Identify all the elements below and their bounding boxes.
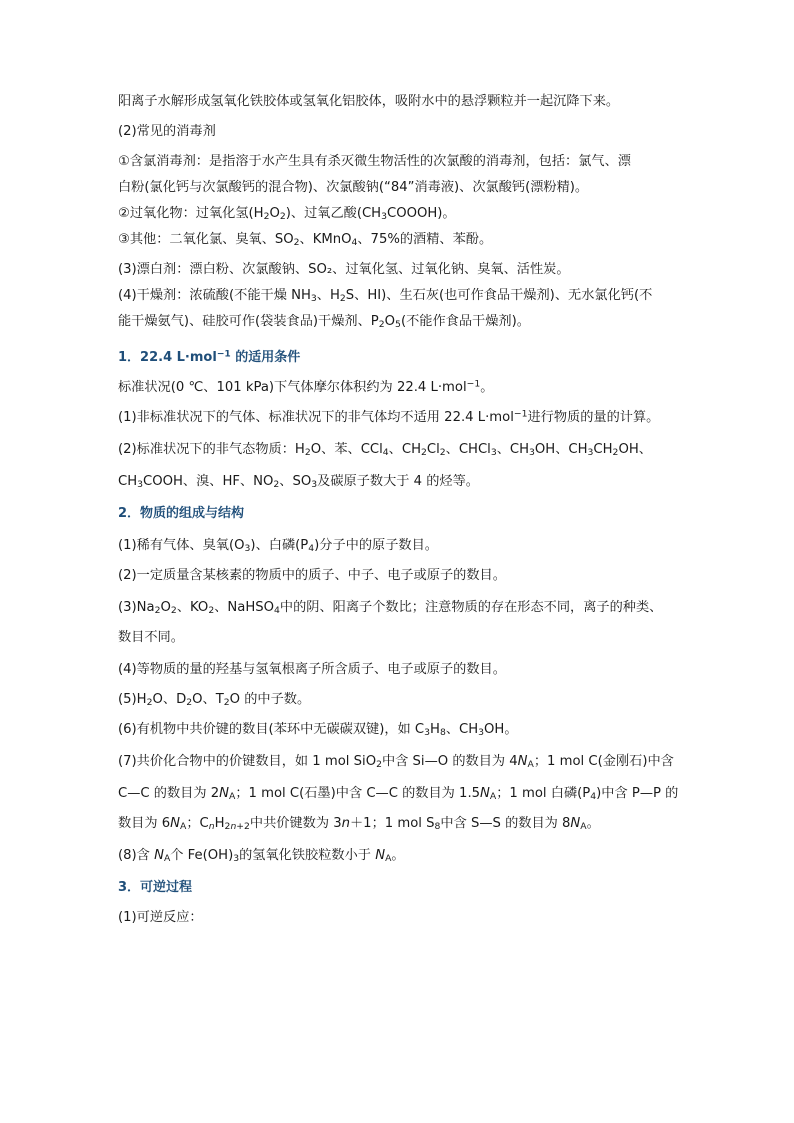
- text-line: ①含氯消毒剂：是指溶于水产生具有杀灭微生物活性的次氯酸的消毒剂，包括：氯气、漂: [118, 154, 631, 169]
- text-line: (2)常见的消毒剂: [118, 124, 216, 139]
- text-line: (8)含 $N_A$个 $Fe(OH)_3$的氢氧化铁胶粒数小于 $N_A$。: [118, 848, 405, 864]
- text-line: ③其他：二氧化氯、臭氧、$SO_2$、KMnO$_4$、75%的酒精、苯酚。: [118, 232, 493, 248]
- text-line: (1)稀有气体、臭氧$(O_3)$、白磷$(P_4)$分子中的原子数目。: [118, 538, 438, 554]
- text-line: (4)等物质的量的羟基与氢氧根离子所含质子、电子或原子的数目。: [118, 662, 506, 677]
- text-line: (1)可逆反应：: [118, 910, 203, 925]
- text-line: 白粉(氯化钙与次氯酸钙的混合物)、次氯酸钠(“84”消毒液)、次氯酸钙(漂粉精)。: [118, 180, 589, 195]
- text-line: 阳离子水解形成氢氧化铁胶体或氢氧化铝胶体，吸附水中的悬浮颗粒并一起沉降下来。: [118, 94, 620, 109]
- section-heading: 1．22.4 L·mol$^{-1}$ 的适用条件: [118, 349, 301, 365]
- text-line: (3)漂白剂：漂白粉、次氯酸钠、SO₂、过氧化氢、过氧化钠、臭氧、活性炭。: [118, 262, 570, 277]
- text-line: (4)干燥剂：浓硫酸(不能干燥 $NH_3$、$H_2S$、HI)、生石灰(也可作食品干燥剂)、无水氯化钙(不: [118, 288, 653, 304]
- text-line: $CH_3COOH$、溴、HF、$NO_2$、$SO_3$及碳原子数大于 4 的烃等。: [118, 474, 479, 490]
- text-line: (1)非标准状况下的气体、标准状况下的非气体均不适用 22.4 L·mol$^{-1}$进行物质的量的计算。: [118, 408, 660, 425]
- text-line: 数目为 $6N_A$；$C_nH_{2n+2}$中共价键数为 3n＋1；1 mol $S_8$中含 S—S 的数目为 $8N_A$。: [118, 816, 600, 832]
- text-line: C—C 的数目为 $2N_A$；1 mol C(石墨)中含 C—C 的数目为 $1.5N_A$；1 mol 白磷$(P_4)$中含 P—P 的: [118, 786, 679, 802]
- section-heading: 2．物质的组成与结构: [118, 506, 245, 521]
- text-line: (2)标准状况下的非气态物质：$H_2O$、苯、CCl$_4$、$CH_2Cl_2$、CHCl$_3$、$CH_3OH$、$CH_3CH_2OH$、: [118, 442, 652, 458]
- text-line: $(3)Na_2O_2$、$KO_2$、NaHSO$_4$中的阴、阳离子个数比；注意物质的存在形态不同，离子的种类、: [118, 600, 663, 616]
- text-line: (6)有机物中共价键的数目(苯环中无碳碳双键)，如 $C_3H_8$、$CH_3OH$。: [118, 722, 518, 738]
- text-line: ②过氧化物：过氧化氢$(H_2O_2)$、过氧乙酸$(CH_3COOOH)$。: [118, 206, 456, 222]
- section-heading: 3．可逆过程: [118, 880, 193, 895]
- text-line: 标准状况(0 ℃、101 kPa)下气体摩尔体积约为 22.4 L·mol$^{-1}$。: [118, 378, 494, 395]
- text-line: (7)共价化合物中的价键数目，如 1 mol SiO$_2$中含 Si—O 的数目为 $4N_A$；1 mol C(金刚石)中含: [118, 754, 674, 770]
- text-line: 能干燥氨气)、硅胶可作(袋装食品)干燥剂、$P_2O_5$(不能作食品干燥剂)。: [118, 314, 530, 330]
- text-line: (2)一定质量含某核素的物质中的质子、中子、电子或原子的数目。: [118, 568, 506, 583]
- text-line: 数目不同。: [118, 630, 184, 645]
- text-line: $(5)H_2O$、$D_2O$、$T_2O$ 的中子数。: [118, 692, 311, 708]
